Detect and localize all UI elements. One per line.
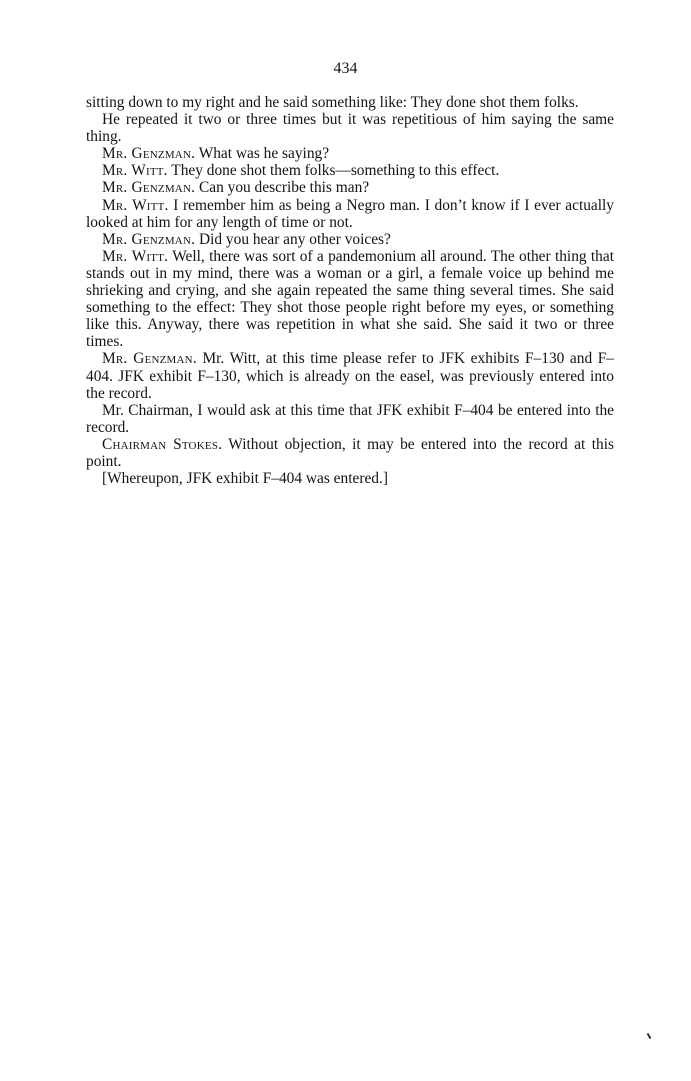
speaker-name: Mr. Witt. xyxy=(102,196,169,214)
paragraph xyxy=(86,111,614,145)
paragraph-text: He repeated it two or three times but it was repetitious of him saying the same thing. xyxy=(86,111,614,146)
paragraph-text: Did you hear any other voices? xyxy=(195,230,391,248)
paragraph xyxy=(86,436,614,470)
speaker-name: Chairman Stokes. xyxy=(102,435,223,453)
paragraph-text: Mr. Chairman, I would ask at this time that JFK exhibit F–404 be entered into the record. xyxy=(86,401,614,436)
speaker-name: Mr. Witt. xyxy=(102,162,168,180)
paragraph xyxy=(86,145,614,162)
speaker-name: Mr. Genzman. xyxy=(102,145,196,163)
paragraph-text: Can you describe this man? xyxy=(195,179,370,197)
paragraph xyxy=(86,179,614,196)
paragraph xyxy=(86,402,614,436)
paragraph xyxy=(86,470,614,487)
paragraph xyxy=(86,162,614,179)
speaker-name: Mr. Genzman. xyxy=(102,350,197,368)
paragraph xyxy=(86,350,614,401)
paragraph xyxy=(86,94,614,111)
paragraph-text: I remember him as being a Negro man. I don’t know if I ever actually looked at him for any length of time or not. xyxy=(86,196,614,231)
transcript-body xyxy=(86,94,614,487)
paragraph-text: Mr. Witt, at this time please refer to JFK exhibits F–130 and F–404. JFK exhibit F–130, which is already on the easel, was previously entered into the record. xyxy=(86,350,614,402)
paragraph-text: [Whereupon, JFK exhibit F–404 was entered.] xyxy=(102,470,388,488)
speaker-name: Mr. Genzman. xyxy=(102,179,196,197)
paragraph xyxy=(86,231,614,248)
paragraph-text: Well, there was sort of a pandemonium all around. The other thing that stands out in my mind, there was a woman or a girl, a female voice up behind me shrieking and crying, and she again repeated the same thing several times. She said something to the effect: They shot those people right before my eyes, or something like this. Anyway, there was repetition in what she said. She said it two or three times. xyxy=(86,247,614,351)
speaker-name: Mr. Witt. xyxy=(102,247,169,265)
paragraph-text: Without objection, it may be entered into the record at this point. xyxy=(86,435,614,470)
speaker-name: Mr. Genzman. xyxy=(102,230,196,248)
paragraph-text: sitting down to my right and he said something like: They done shot them folks. xyxy=(86,94,579,111)
paragraph-text: What was he saying? xyxy=(195,145,330,163)
scan-mark xyxy=(647,1033,652,1039)
page-number: 434 xyxy=(333,60,358,77)
paragraph xyxy=(86,248,614,351)
paragraph xyxy=(86,197,614,231)
paragraph-text: They done shot them folks—something to this effect. xyxy=(167,162,500,180)
